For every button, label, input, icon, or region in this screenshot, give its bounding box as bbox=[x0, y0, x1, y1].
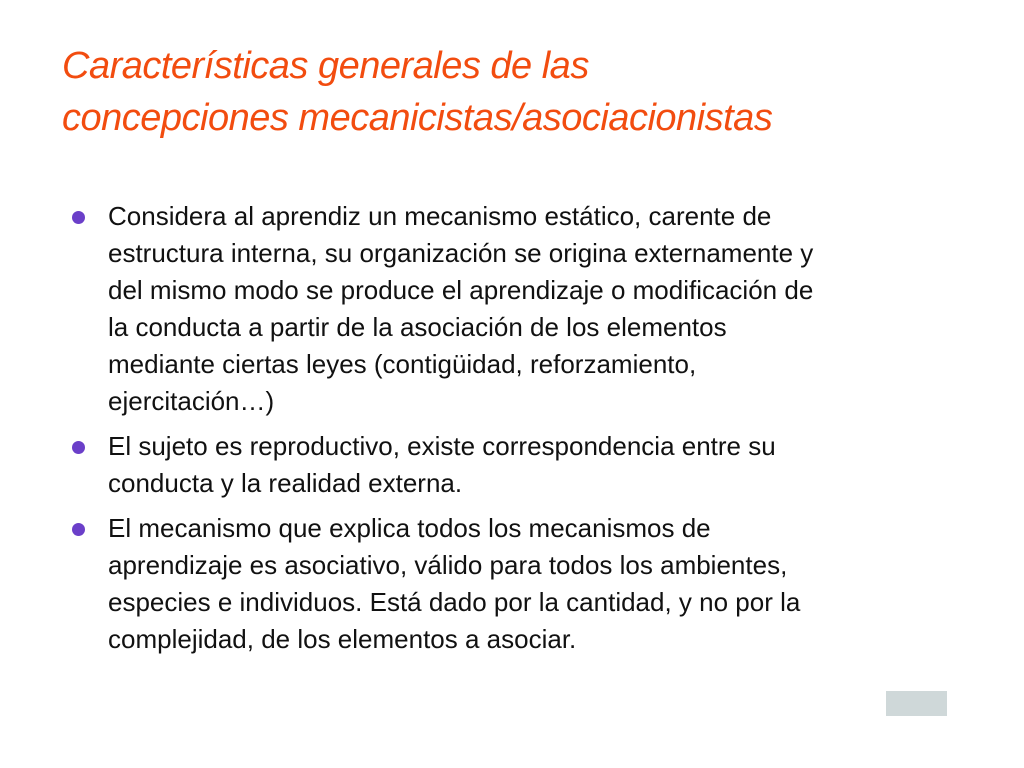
bullet-dot-icon bbox=[72, 211, 85, 224]
slide-title bbox=[62, 40, 982, 144]
bullet-text-line: ejercitación…) bbox=[108, 386, 275, 416]
bullet-text-line: especies e individuos. Está dado por la cantidad, y no por la bbox=[108, 587, 801, 617]
bullet-text-line: del mismo modo se produce el aprendizaje o modificación de bbox=[108, 275, 814, 305]
bullet-text-line: estructura interna, su organización se origina externamente y bbox=[108, 238, 814, 268]
bullet-text-line: complejidad, de los elementos a asociar. bbox=[108, 624, 577, 654]
footer-slide-number-box bbox=[886, 691, 947, 716]
bullet-item bbox=[70, 510, 970, 658]
bullet-dot-icon bbox=[72, 441, 85, 454]
slide-title-line: Características generales de las bbox=[62, 45, 589, 87]
bullet-text-line: mediante ciertas leyes (contigüidad, reforzamiento, bbox=[108, 349, 697, 379]
bullet-item bbox=[70, 428, 970, 502]
bullet-text-line: aprendizaje es asociativo, válido para todos los ambientes, bbox=[108, 550, 788, 580]
bullet-text-line: conducta y la realidad externa. bbox=[108, 468, 463, 498]
bullet-list bbox=[70, 198, 970, 666]
bullet-text-line: Considera al aprendiz un mecanismo estático, carente de bbox=[108, 201, 772, 231]
slide-title-line: concepciones mecanicistas/asociacionistas bbox=[62, 97, 773, 139]
bullet-text-line: El mecanismo que explica todos los mecanismos de bbox=[108, 513, 711, 543]
bullet-item bbox=[70, 198, 970, 420]
bullet-dot-icon bbox=[72, 523, 85, 536]
bullet-text-line: la conducta a partir de la asociación de los elementos bbox=[108, 312, 727, 342]
bullet-text-line: El sujeto es reproductivo, existe correspondencia entre su bbox=[108, 431, 776, 461]
